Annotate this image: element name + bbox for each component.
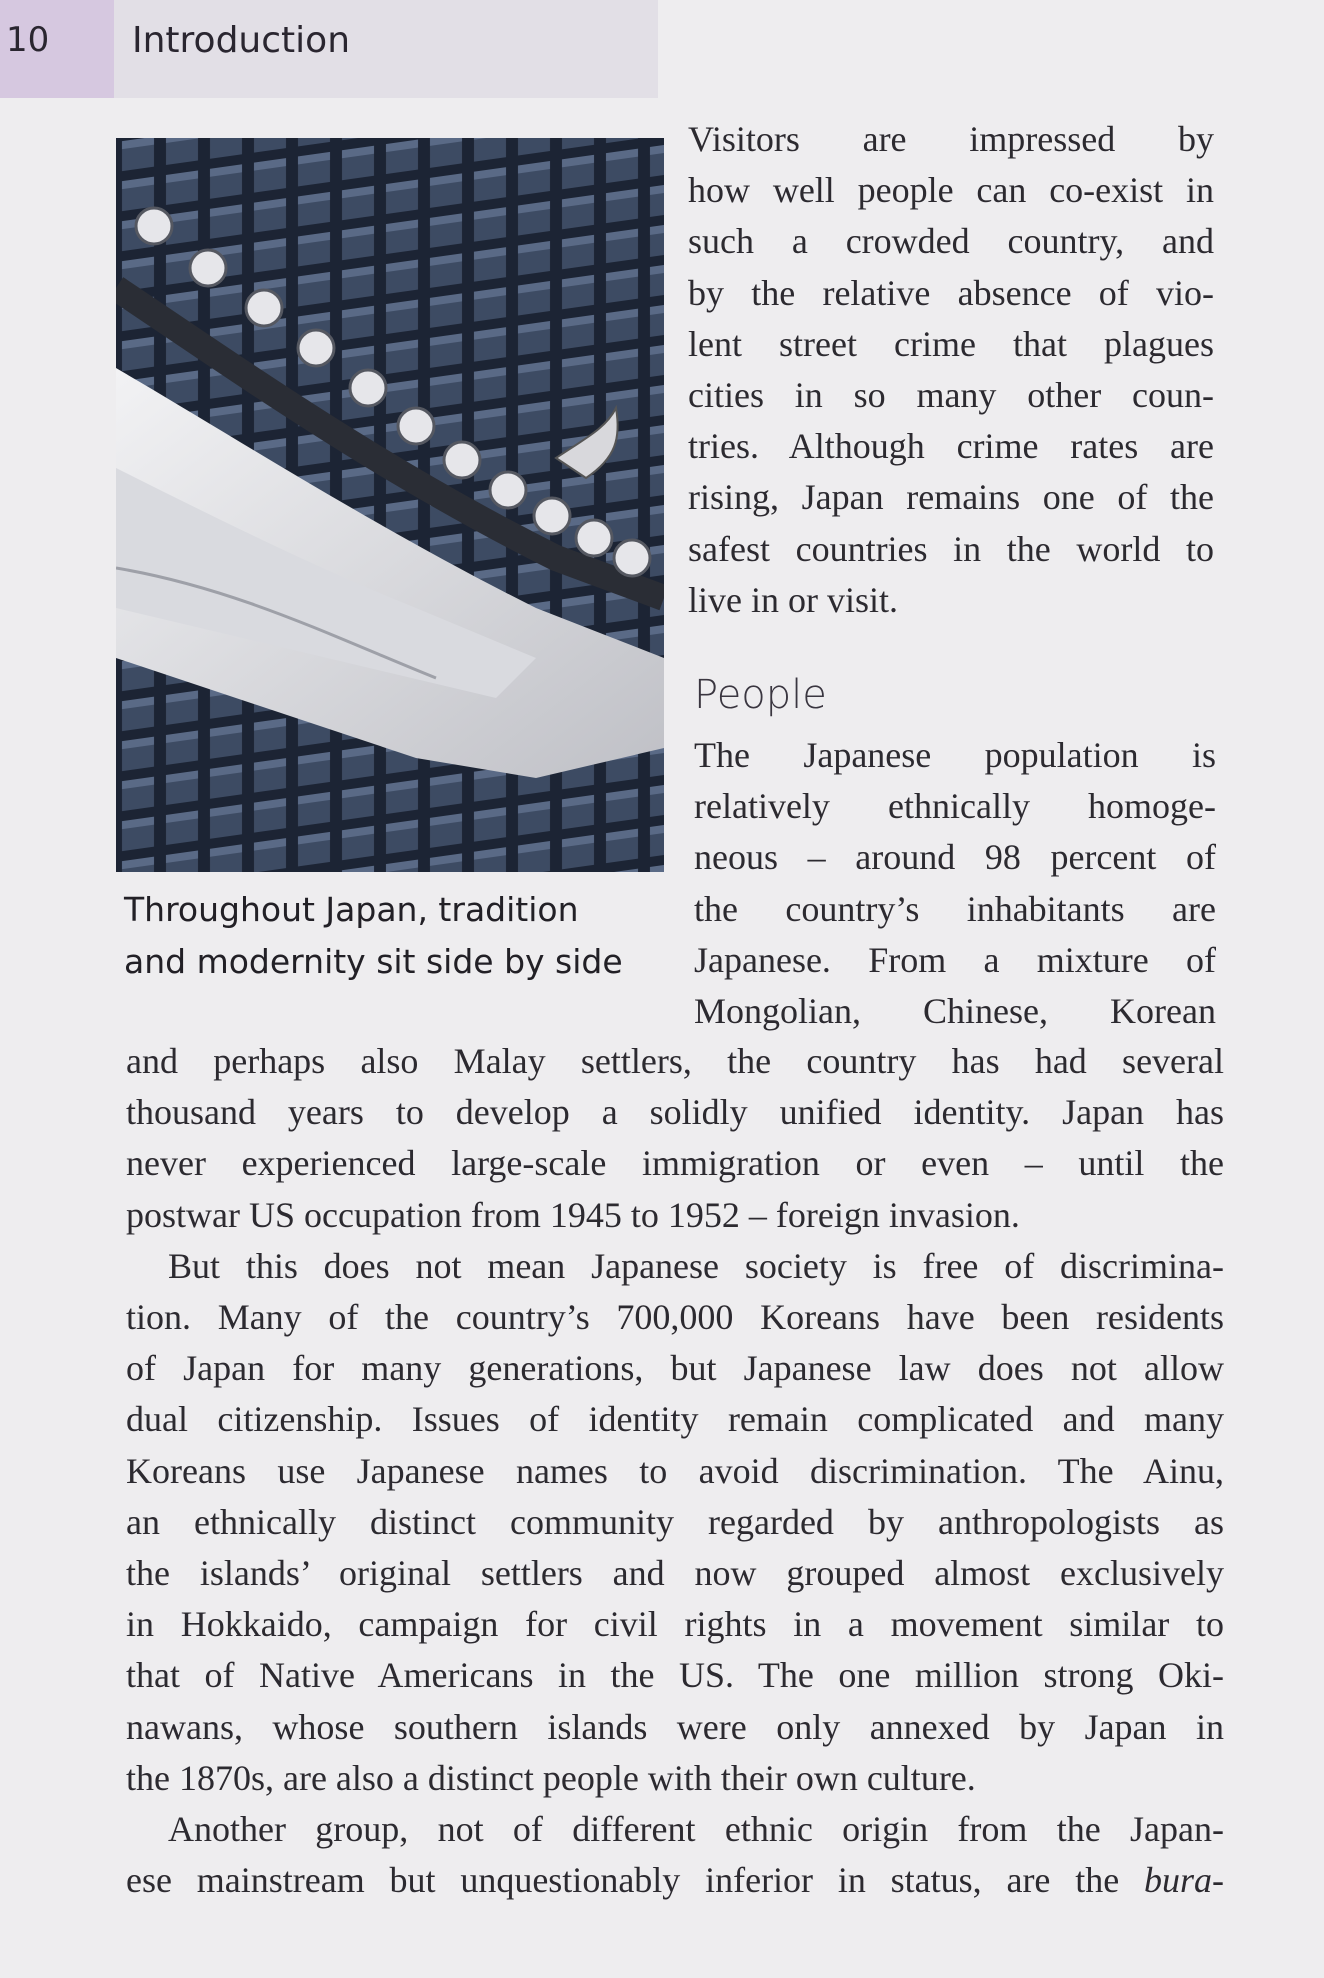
text-line: nawans, whose southern islands were only annexed by Japan in — [126, 1706, 1224, 1747]
text-line: The Japanese population is — [694, 735, 1216, 775]
text-line: dual citizenship. Issues of identity remain complicated and many — [126, 1399, 1224, 1440]
people-paragraph-full — [126, 1036, 1224, 1906]
intro-paragraph — [688, 114, 1214, 626]
text-line: live in or visit. — [688, 579, 898, 620]
paragraph-discrimination — [126, 1241, 1224, 1292]
text-line: lent street crime that plagues — [688, 323, 1214, 364]
photo-caption — [124, 884, 664, 988]
caption-line: and modernity sit side by side — [124, 942, 623, 981]
temple-roof-against-skyscraper-icon — [116, 138, 664, 872]
text-line: such a crowded country, and — [688, 221, 1214, 262]
text-line: Japanese. From a mixture of — [694, 939, 1216, 980]
text-line: rising, Japan remains one of the — [688, 477, 1214, 518]
text-line: But this does not mean Japanese society is free of discrimina- — [168, 1245, 1224, 1286]
text-line: that of Native Americans in the US. The one million strong Oki- — [126, 1655, 1224, 1696]
text-line: tries. Although crime rates are — [688, 426, 1214, 467]
text-line: thousand years to develop a solidly unified identity. Japan has — [126, 1092, 1224, 1133]
text-line: postwar US occupation from 1945 to 1952 – foreign invasion. — [126, 1194, 1020, 1235]
text-line: relatively ethnically homoge- — [694, 786, 1216, 827]
text-line: Koreans use Japanese names to avoid discrimination. The Ainu, — [126, 1450, 1224, 1491]
text-line: of Japan for many generations, but Japanese law does not allow — [126, 1348, 1224, 1389]
people-heading: People — [694, 672, 827, 718]
italic-term: bura- — [1144, 1860, 1225, 1901]
text-line: the country’s inhabitants are — [694, 888, 1216, 929]
text-line: and perhaps also Malay settlers, the country has had several — [126, 1041, 1224, 1081]
paragraph-another-group — [126, 1804, 1224, 1855]
text-line: never experienced large-scale immigration or even – until the — [126, 1143, 1224, 1184]
text-line: Mongolian, Chinese, Korean — [694, 991, 1216, 1032]
text-line: how well people can co-exist in — [688, 170, 1214, 211]
text-line: in Hokkaido, campaign for civil rights in a movement similar to — [126, 1604, 1224, 1645]
text-line: an ethnically distinct community regarded by anthropologists as — [126, 1501, 1224, 1542]
text-line: cities in so many other coun- — [688, 375, 1214, 416]
text-line: Another group, not of different ethnic origin from the Japan- — [168, 1809, 1224, 1850]
text-line: by the relative absence of vio- — [688, 272, 1214, 313]
text-line: neous – around 98 percent of — [694, 837, 1216, 878]
section-title: Introduction — [132, 20, 351, 61]
text-line: the islands’ original settlers and now grouped almost exclusively — [126, 1553, 1224, 1594]
page-number: 10 — [6, 20, 50, 60]
temple-roof-photo — [116, 138, 664, 872]
caption-line: Throughout Japan, tradition — [124, 890, 579, 929]
people-paragraph-column — [694, 730, 1216, 1037]
text-line: safest countries in the world to — [688, 528, 1214, 569]
text-line: tion. Many of the country’s 700,000 Koreans have been residents — [126, 1297, 1224, 1338]
text-fragment: ese mainstream but unquestionably inferior in status, are the — [126, 1860, 1120, 1901]
text-line: the 1870s, are also a distinct people with their own culture. — [126, 1757, 976, 1798]
text-line: Visitors are impressed by — [688, 119, 1214, 159]
text-line — [126, 1855, 1224, 1906]
